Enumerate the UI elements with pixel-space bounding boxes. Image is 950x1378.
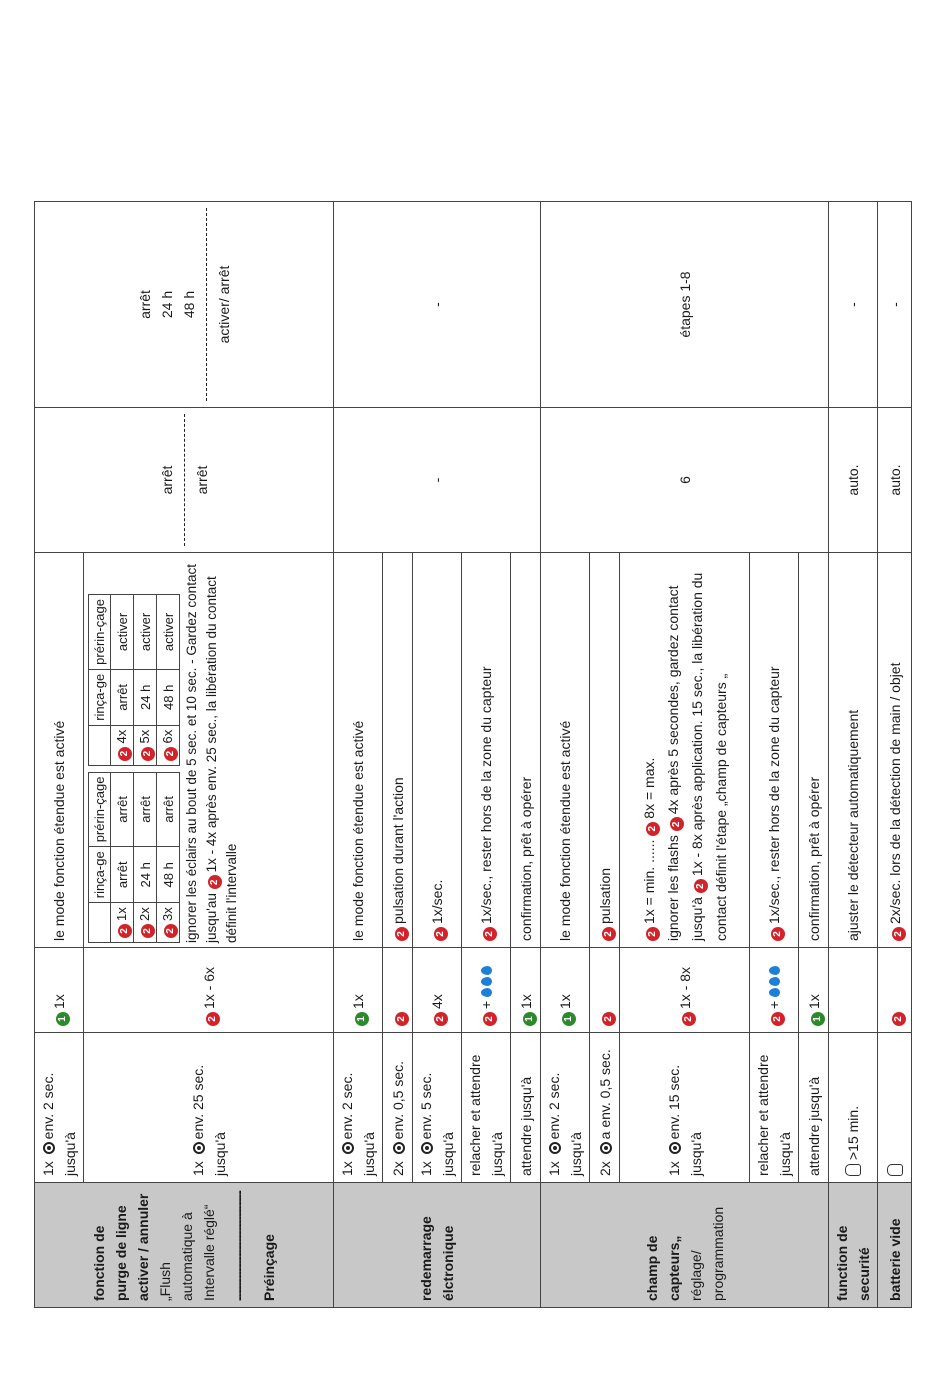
restart-action-1-detail: env. 0,5 sec. [389,1060,406,1140]
inner-left-r1c0-text: 2x [137,907,152,921]
purge-inner-table-left [88,772,180,943]
purge-action2-count: 1x [189,1161,206,1176]
sensor-release-result [750,553,799,948]
restart-title2: élctronique [440,1225,456,1301]
red-dot-2-icon: 2 [141,747,155,761]
water-drop-icon [769,966,780,975]
red-dot-2-icon: 2 [434,927,448,941]
red-dot-2-icon: 2 [164,747,178,761]
restart-action-0 [334,1033,383,1183]
inner-right-r1c0-text: 5x [137,729,152,744]
red-dot-2-icon: 2 [646,927,660,941]
inner-left-r2c2: arrêt [157,772,180,847]
red-dot-2-icon: 2 [771,927,785,941]
sensor-symbol-icon [669,1142,681,1154]
sensor-action-0-detail: env. 2 sec. jusqu'à [546,1072,584,1176]
sensor-prog-result-d: 4x après 5 secondes, gardez contact jusqu'à [664,585,705,941]
inner-left-r0c1: arrêt [111,847,134,903]
sensor-symbol-icon [43,1142,55,1154]
water-drop-icon [481,988,492,997]
purge-default-a: arrêt [158,465,175,495]
purge-note-b: 1x - 4x après env. 25 sec., la libération du contact définit l'intervalle [204,576,239,943]
purge-signal1-text: 1x [51,994,67,1009]
safety-action-text: >15 min. [845,1105,861,1160]
green-dot-1-icon: 1 [811,1012,825,1026]
sensor-prog-signal-text: 1x - 8x [676,966,693,1009]
restart-action-2-count: 1x [418,1161,434,1176]
safety-options: - [829,202,878,408]
purge-sub1: „Flush automatique à [157,1212,195,1301]
purge-signal2 [84,948,334,1033]
water-drop-icon [481,977,492,986]
restart-action-0-detail: env. 2 sec. jusqu'à [339,1072,377,1176]
sensor-action-1-detail: a env. 0,5 sec. [596,1049,613,1140]
purge-action2-detail: env. 25 sec. jusqu'à [189,1064,228,1176]
purge-action1-count: 1x [40,1161,56,1176]
inner-right-r2c1: 48 h [157,669,180,725]
purge-option-off: arrêt [136,290,153,319]
inner-left-r2c0 [157,903,180,943]
purge-options [35,202,334,408]
hand-icon [887,1164,903,1176]
sensor-wait-action: attendre jusqu'à [799,1033,829,1183]
header-sensor-field [541,1183,829,1308]
red-dot-2-icon: 2 [118,747,132,761]
sensor-symbol-icon [421,1142,433,1154]
header-purge [35,1183,334,1308]
sensor-signal-1 [590,948,620,1033]
sensor-wait-signal-text: 1x [805,994,822,1009]
red-dot-2-icon: 2 [206,1012,220,1026]
purge-inner-cell [84,553,334,948]
restart-result-1 [383,553,413,948]
hand-icon [845,1164,861,1176]
inner-right-r1c1: 24 h [134,669,157,725]
red-dot-2-icon: 2 [395,927,409,941]
green-dot-1-icon: 1 [523,1012,537,1026]
restart-signal-0-text: 1x [350,994,366,1009]
restart-signal-0 [334,948,383,1033]
sensor-symbol-icon [393,1142,405,1154]
red-dot-2-icon: 2 [208,875,222,889]
restart-action-3: relacher et attendre jusqu'à [462,1033,511,1183]
safety-signal [829,948,878,1033]
header-restart [334,1183,541,1308]
red-dot-2-icon: 2 [670,817,684,831]
sensor-options: étapes 1-8 [541,202,829,408]
sensor-symbol-icon [342,1142,354,1154]
red-dot-2-icon: 2 [483,1012,497,1026]
red-dot-2-icon: 2 [434,1012,448,1026]
purge-sub2: Intervalle réglé“ [201,1204,217,1301]
inner-left-r0c0-text: 1x [114,907,129,921]
settings-table [34,201,912,1308]
sensor-signal-0 [541,948,590,1033]
purge-option-48h: 48 h [180,290,197,319]
sensor-field-sub1: réglage/ [687,1250,704,1301]
battery-options: - [878,202,912,408]
sensor-symbol-icon [193,1142,205,1154]
red-dot-2-icon: 2 [164,924,178,938]
red-dot-2-icon: 2 [892,927,906,941]
sensor-result-0: le mode fonction étendue est activé [541,553,590,948]
inner-left-r2c0-text: 3x [160,907,175,921]
battery-default: auto. [878,408,912,553]
purge-option-activate: activer/ arrêt [215,265,232,344]
purge-signal2-text: 1x - 6x [200,966,217,1009]
inner-left-r0c2: arrêt [111,772,134,847]
sensor-action-1-count: 2x [596,1161,613,1176]
purge-default [35,408,334,553]
water-drop-icon [481,966,492,975]
sensor-symbol-icon [549,1142,561,1154]
purge-default-divider [184,414,185,546]
green-dot-1-icon: 1 [56,1012,70,1026]
sensor-prog-action [620,1033,750,1183]
restart-action-2-detail: env. 5 sec. jusqu'à [418,1072,456,1176]
inner-left-r1c2: arrêt [134,772,157,847]
purge-options-divider [206,208,207,401]
restart-title: redemarrage [418,1216,434,1301]
sensor-result-1-text: pulsation [596,867,613,924]
inner-right-r1c2: activer [134,595,157,670]
inner-right-r0c0 [111,725,134,765]
header-safety [829,1183,878,1308]
sensor-wait-result: confirmation, prêt à opérer [799,553,829,948]
battery-signal [878,948,912,1033]
red-dot-2-icon: 2 [892,1012,906,1026]
red-dot-2-icon: 2 [141,924,155,938]
sensor-release-signal-text: + [766,1000,782,1009]
sensor-prog-result-e: 1x - 8x après application. 15 sec., la libération du contact définit l'étape „champ de capteurs „ [688,572,729,941]
sensor-release-result-text: 1x/sec., rester hors de la zone du capteur [766,666,782,924]
sensor-prog-result-a: 1x = min. ...... [640,839,657,924]
inner-right-h1: rinça-ge [89,669,111,725]
red-dot-2-icon: 2 [694,879,708,893]
inner-left-r1c0 [134,903,157,943]
sensor-result-1 [590,553,620,948]
restart-signal-1 [383,948,413,1033]
header-battery [878,1183,912,1308]
restart-signal-3 [462,948,511,1033]
inner-left-h1: rinça-ge [89,847,111,903]
restart-options: - [334,202,541,408]
inner-right-r2c0-text: 6x [160,729,175,744]
purge-action1 [35,1033,84,1183]
red-dot-2-icon: 2 [646,822,660,836]
purge-dash: ------------------------------ [231,1191,247,1301]
purge-result1: le mode fonction étendue est activé [35,553,84,948]
purge-inner-table-right [88,594,180,765]
restart-signal-4 [511,948,541,1033]
battery-result [878,553,912,948]
sensor-prog-result [620,553,750,948]
inner-right-h2: prérin-çage [89,595,111,670]
restart-action-2 [413,1033,462,1183]
safety-action [829,1033,878,1183]
red-dot-2-icon: 2 [395,1012,409,1026]
sensor-prog-result-b: 8x = max. [640,757,657,819]
restart-result-1-text: pulsation durant l'action [389,777,406,924]
restart-signal-4-text: 1x [517,994,534,1009]
red-dot-2-icon: 2 [602,927,616,941]
red-dot-2-icon: 2 [118,924,132,938]
restart-result-4: confirmation, prêt à opérer [511,553,541,948]
safety-default: auto. [829,408,878,553]
purge-default-b: arrêt [193,465,210,495]
water-drop-icon [769,988,780,997]
inner-left-h2: prérin-çage [89,772,111,847]
restart-action-1-count: 2x [389,1161,406,1176]
sensor-prog-count: 1x [665,1161,682,1176]
inner-right-r0c0-text: 4x [114,729,129,744]
preincage-title: Préinçage [261,1234,277,1301]
restart-action-4: attendre jusqu'à [511,1033,541,1183]
red-dot-2-icon: 2 [771,1012,785,1026]
sensor-field-title: champ de capteurs„ [643,1235,682,1301]
purge-signal1 [35,948,84,1033]
purge-action2 [84,1033,334,1183]
red-dot-2-icon: 2 [483,927,497,941]
purge-note [182,557,242,943]
water-drop-icon [769,977,780,986]
purge-title: fonction de purge de ligne activer / annuler [91,1193,151,1301]
inner-right-r2c2: activer [157,595,180,670]
sensor-release-signal [750,948,799,1033]
battery-title: batterie vide [886,1218,903,1301]
restart-default: - [334,408,541,553]
red-dot-2-icon: 2 [602,1012,616,1026]
inner-left-r2c1: 48 h [157,847,180,903]
restart-result-3-text: 1x/sec., rester hors de la zone du capteur [478,666,494,924]
green-dot-1-icon: 1 [562,1012,576,1026]
sensor-field-sub2: programmation [709,1206,726,1301]
sensor-default: 6 [541,408,829,553]
inner-left-r0c0 [111,903,134,943]
safety-title: function de securité [834,1225,872,1301]
sensor-prog-detail: env. 15 sec. jusqu'à [665,1064,704,1176]
inner-right-r2c0 [157,725,180,765]
restart-signal-2 [413,948,462,1033]
safety-result: ajuster le détecteur automatiquement [829,553,878,948]
restart-result-2 [413,553,462,948]
battery-result-text: 2x/sec. lors de la détection de main / objet [886,662,903,924]
inner-right-r1c0 [134,725,157,765]
restart-result-3 [462,553,511,948]
sensor-prog-signal [620,948,750,1033]
restart-result-0: le mode fonction étendue est activé [334,553,383,948]
purge-action1-detail: env. 2 sec. jusqu'à [40,1072,78,1176]
inner-right-r0c1: arrêt [111,669,134,725]
restart-signal-2-text: 4x [429,994,445,1009]
green-dot-1-icon: 1 [355,1012,369,1026]
sensor-prog-result-c: ignorer les flashs [664,835,681,941]
rotated-table-wrapper [34,202,904,1308]
purge-option-24h: 24 h [158,290,175,319]
inner-left-r1c1: 24 h [134,847,157,903]
purge-note-a: ignorer les éclairs au bout de 5 sec. et 10 sec. - Gardez contact jusqu'au [184,564,219,943]
inner-right-h0 [89,725,111,765]
red-dot-2-icon: 2 [682,1012,696,1026]
restart-action-1 [383,1033,413,1183]
restart-signal-3-text: + [478,1000,494,1009]
sensor-signal-0-text: 1x [557,994,573,1009]
sensor-wait-signal [799,948,829,1033]
inner-right-r0c2: activer [111,595,134,670]
restart-result-2-text: 1x/sec. [429,879,445,924]
sensor-release-action: relacher et attendre jusqu'à [750,1033,799,1183]
inner-left-h0 [89,903,111,943]
battery-action [878,1033,912,1183]
sensor-symbol-icon [600,1142,612,1154]
sensor-action-1 [590,1033,620,1183]
sensor-action-0 [541,1033,590,1183]
restart-action-0-count: 1x [339,1161,355,1176]
sensor-action-0-count: 1x [546,1161,562,1176]
